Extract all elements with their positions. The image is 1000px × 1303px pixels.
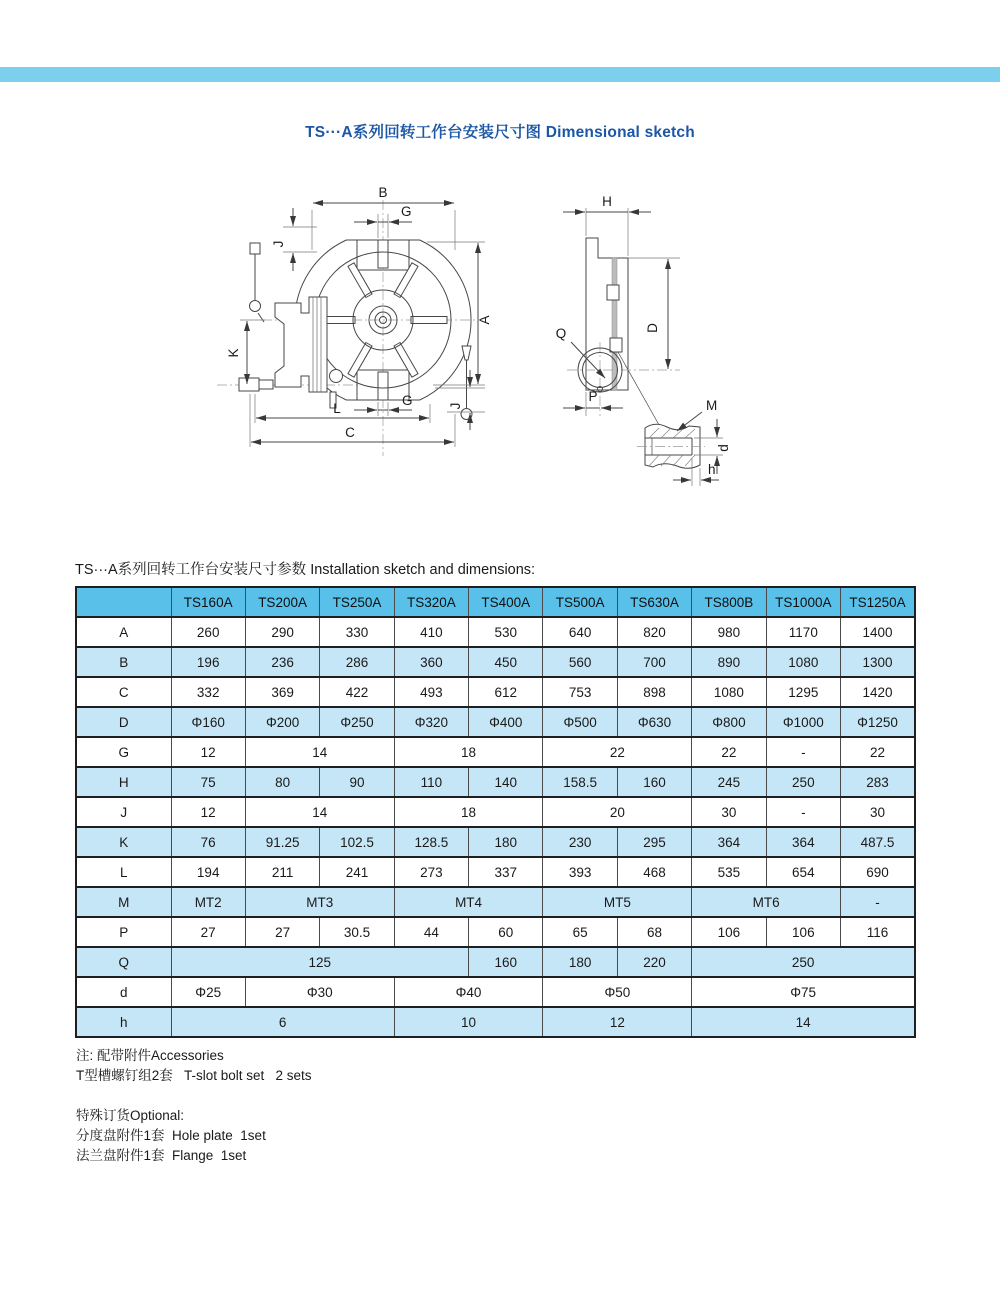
column-header: TS320A [394, 587, 468, 617]
table-cell: 530 [469, 617, 543, 647]
table-cell: - [841, 887, 915, 917]
table-cell: 30 [692, 797, 766, 827]
column-header: TS250A [320, 587, 394, 617]
table-row [76, 767, 915, 797]
table-row [76, 707, 915, 737]
table-cell: 980 [692, 617, 766, 647]
table-cell: 14 [245, 737, 394, 767]
table-cell: 128.5 [394, 827, 468, 857]
table-cell: 27 [245, 917, 319, 947]
table-cell: 158.5 [543, 767, 617, 797]
column-header: TS500A [543, 587, 617, 617]
table-cell: 140 [469, 767, 543, 797]
table-cell: 290 [245, 617, 319, 647]
table-cell: MT6 [692, 887, 841, 917]
row-label: M [76, 887, 171, 917]
dim-label-h-top: H [602, 194, 612, 209]
table-row [76, 647, 915, 677]
row-label: B [76, 647, 171, 677]
table-cell: MT5 [543, 887, 692, 917]
table-cell: 125 [171, 947, 469, 977]
table-cell: 535 [692, 857, 766, 887]
table-cell: 91.25 [245, 827, 319, 857]
table-cell: 6 [171, 1007, 394, 1037]
table-cell: 890 [692, 647, 766, 677]
table-cell: 20 [543, 797, 692, 827]
detail-leader-line [618, 352, 663, 432]
dim-label-k: K [226, 348, 241, 358]
table-cell: 250 [692, 947, 915, 977]
table-cell: 1295 [766, 677, 840, 707]
table-cell: 369 [245, 677, 319, 707]
taper-detail [637, 424, 705, 468]
table-cell: 640 [543, 617, 617, 647]
table-cell: 220 [617, 947, 691, 977]
dim-label-j-bottom: J [448, 402, 463, 410]
table-cell: 14 [692, 1007, 915, 1037]
dim-label-l: L [333, 401, 341, 416]
row-label: L [76, 857, 171, 887]
table-cell: 493 [394, 677, 468, 707]
dim-H [563, 194, 651, 256]
table-cell: - [766, 737, 840, 767]
side-notch [607, 285, 619, 300]
table-cell: 180 [469, 827, 543, 857]
table-cell: 898 [617, 677, 691, 707]
dim-label-g-bottom: G [402, 393, 413, 408]
note-accessories-title: 注: 配带附件Accessories [76, 1048, 224, 1063]
table-cell: 22 [543, 737, 692, 767]
table-cell: Φ630 [617, 707, 691, 737]
table-row [76, 887, 915, 917]
dim-label-q: Q [555, 326, 567, 341]
dim-M [677, 398, 717, 431]
table-cell: 820 [617, 617, 691, 647]
dim-C [250, 394, 455, 447]
table-cell: 241 [320, 857, 394, 887]
table-cell: 116 [841, 917, 915, 947]
table-cell: 393 [543, 857, 617, 887]
row-label: G [76, 737, 171, 767]
table-cell: 180 [543, 947, 617, 977]
table-row [76, 677, 915, 707]
table-cell: 12 [171, 797, 245, 827]
row-label: D [76, 707, 171, 737]
table-cell: 700 [617, 647, 691, 677]
table-cell: 211 [245, 857, 319, 887]
column-header: TS400A [469, 587, 543, 617]
table-cell: Φ1250 [841, 707, 915, 737]
table-cell: MT2 [171, 887, 245, 917]
row-label: h [76, 1007, 171, 1037]
row-label: A [76, 617, 171, 647]
table-cell: 230 [543, 827, 617, 857]
row-label: d [76, 977, 171, 1007]
dim-label-m: M [706, 398, 718, 413]
worm-drive-assembly [239, 297, 343, 408]
column-header: TS1250A [841, 587, 915, 617]
table-cell: 1420 [841, 677, 915, 707]
table-cell: 286 [320, 647, 394, 677]
table-cell: MT4 [394, 887, 543, 917]
table-cell: 160 [469, 947, 543, 977]
table-row [76, 617, 915, 647]
table-cell: Φ320 [394, 707, 468, 737]
table-cell: 690 [841, 857, 915, 887]
table-cell: 283 [841, 767, 915, 797]
table-cell: Φ250 [320, 707, 394, 737]
dimensions-table [75, 586, 916, 1038]
table-cell: 295 [617, 827, 691, 857]
dim-label-b: B [378, 185, 388, 200]
table-cell: 90 [320, 767, 394, 797]
table-cell: 194 [171, 857, 245, 887]
table-cell: 106 [692, 917, 766, 947]
table-cell: 337 [469, 857, 543, 887]
table-cell: 196 [171, 647, 245, 677]
table-cell: Φ50 [543, 977, 692, 1007]
table-row [76, 737, 915, 767]
table-cell: 487.5 [841, 827, 915, 857]
dim-J-top [271, 208, 317, 271]
top-accent-bar [0, 67, 1000, 82]
dim-label-c: C [345, 425, 355, 440]
table-cell: 468 [617, 857, 691, 887]
note-optional-title: 特殊订货Optional: [76, 1108, 185, 1123]
table-cell: 44 [394, 917, 468, 947]
dim-P [563, 389, 623, 416]
dim-label-h-lower: h [708, 462, 716, 477]
table-cell: 260 [171, 617, 245, 647]
table-row [76, 857, 915, 887]
dim-K [226, 320, 265, 384]
table-cell: - [766, 797, 840, 827]
column-header: TS160A [171, 587, 245, 617]
table-cell: 80 [245, 767, 319, 797]
lock-knob [330, 370, 343, 383]
row-label: K [76, 827, 171, 857]
table-cell: 12 [171, 737, 245, 767]
table-cell: 65 [543, 917, 617, 947]
table-cell: 422 [320, 677, 394, 707]
table-cell: Φ30 [245, 977, 394, 1007]
table-cell: Φ40 [394, 977, 543, 1007]
front-view [217, 185, 492, 456]
handle-grip [239, 378, 259, 391]
table-cell: 273 [394, 857, 468, 887]
table-cell: 654 [766, 857, 840, 887]
row-label: H [76, 767, 171, 797]
table-cell: 75 [171, 767, 245, 797]
dim-label-a: A [477, 315, 492, 325]
table-cell: 1170 [766, 617, 840, 647]
table-cell: 68 [617, 917, 691, 947]
table-header-row [76, 587, 915, 617]
table-cell: 560 [543, 647, 617, 677]
table-row [76, 827, 915, 857]
table-cell: Φ200 [245, 707, 319, 737]
table-cell: 360 [394, 647, 468, 677]
table-cell: 10 [394, 1007, 543, 1037]
table-cell: 364 [692, 827, 766, 857]
note-hole-plate: 分度盘附件1套 Hole plate 1set [76, 1128, 266, 1143]
table-cell: Φ800 [692, 707, 766, 737]
table-cell: 612 [469, 677, 543, 707]
table-cell: 450 [469, 647, 543, 677]
side-view [556, 194, 731, 486]
table-cell: Φ160 [171, 707, 245, 737]
table-cell: 60 [469, 917, 543, 947]
table-cell: 106 [766, 917, 840, 947]
table-cell: 330 [320, 617, 394, 647]
clamp-pin-left [250, 243, 265, 322]
table-cell: 1080 [692, 677, 766, 707]
table-cell: Φ25 [171, 977, 245, 1007]
table-cell: 753 [543, 677, 617, 707]
table-cell: 30 [841, 797, 915, 827]
table-row [76, 1007, 915, 1037]
table-cell: 245 [692, 767, 766, 797]
table-cell: Φ1000 [766, 707, 840, 737]
row-label: C [76, 677, 171, 707]
table-cell: 12 [543, 1007, 692, 1037]
table-cell: 76 [171, 827, 245, 857]
table-cell: 364 [766, 827, 840, 857]
side-tab [610, 338, 622, 352]
column-header: TS1000A [766, 587, 840, 617]
table-cell: 110 [394, 767, 468, 797]
dim-label-p: P [588, 389, 598, 404]
table-cell: 160 [617, 767, 691, 797]
table-cell: Φ400 [469, 707, 543, 737]
table-cell: 18 [394, 797, 543, 827]
table-cell: 1400 [841, 617, 915, 647]
table-cell: 18 [394, 737, 543, 767]
row-label: J [76, 797, 171, 827]
table-caption: TS···A系列回转工作台安装尺寸参数 Installation sketch and dimensions: [75, 562, 536, 578]
dim-label-d-lower: d [716, 444, 731, 452]
dim-label-g-top: G [401, 204, 412, 219]
table-cell: 14 [245, 797, 394, 827]
corner-cell [76, 587, 171, 617]
dimensional-sketch [205, 170, 775, 510]
dim-label-d-upper: D [645, 323, 660, 333]
table-cell: MT3 [245, 887, 394, 917]
page-title: TS···A系列回转工作台安装尺寸图 Dimensional sketch [305, 124, 695, 141]
table-cell: 332 [171, 677, 245, 707]
column-header: TS800B [692, 587, 766, 617]
table-cell: 27 [171, 917, 245, 947]
table-cell: 236 [245, 647, 319, 677]
dim-D [628, 258, 680, 369]
dim-label-j-top: J [271, 240, 286, 248]
table-cell: 410 [394, 617, 468, 647]
row-label: Q [76, 947, 171, 977]
table-cell: 102.5 [320, 827, 394, 857]
table-cell: 30.5 [320, 917, 394, 947]
notes [76, 1046, 312, 1166]
table-cell: 1300 [841, 647, 915, 677]
row-label: P [76, 917, 171, 947]
table-cell: 1080 [766, 647, 840, 677]
table-cell: Φ500 [543, 707, 617, 737]
table-cell: 250 [766, 767, 840, 797]
table-cell: 22 [692, 737, 766, 767]
note-tslot-bolt: T型槽螺钉组2套 T-slot bolt set 2 sets [76, 1068, 312, 1083]
table-cell: Φ75 [692, 977, 915, 1007]
column-header: TS200A [245, 587, 319, 617]
table-row [76, 797, 915, 827]
table-row [76, 947, 915, 977]
note-flange: 法兰盘附件1套 Flange 1set [76, 1148, 247, 1163]
table-row [76, 977, 915, 1007]
table-row [76, 917, 915, 947]
table-cell: 22 [841, 737, 915, 767]
column-header: TS630A [617, 587, 691, 617]
